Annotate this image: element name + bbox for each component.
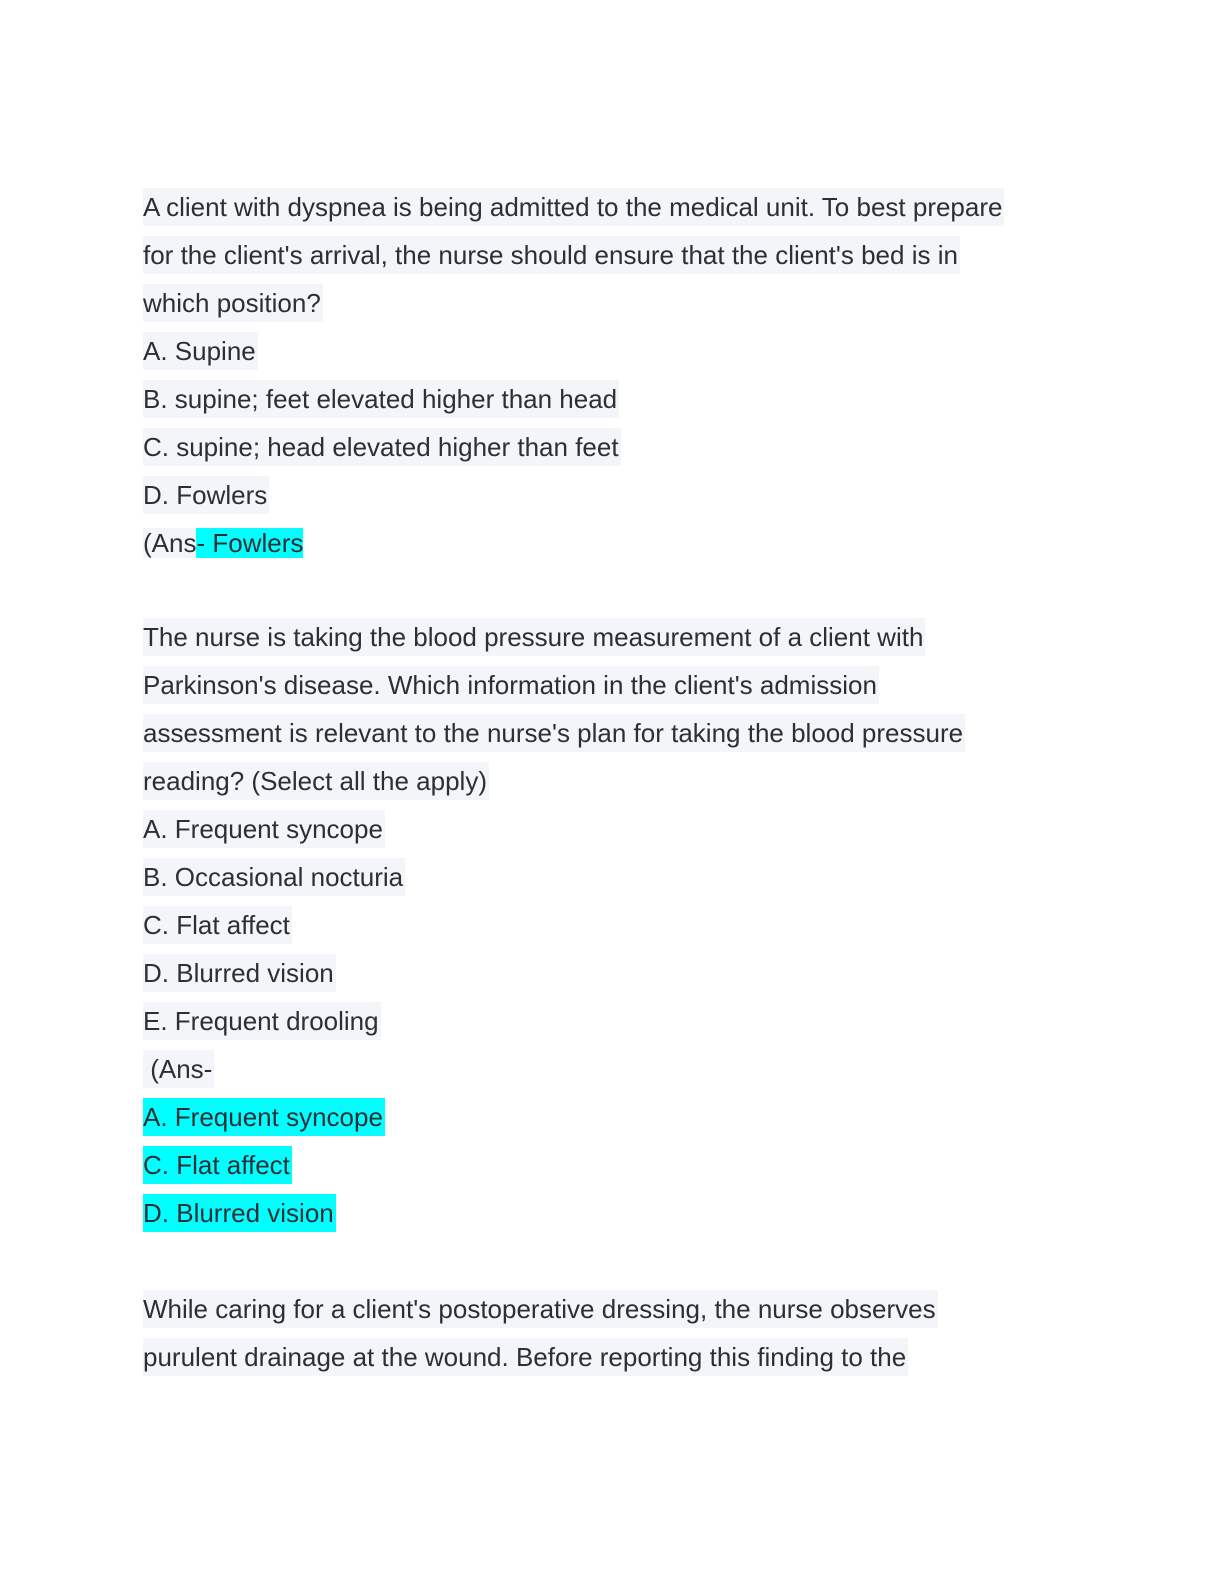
question-stem-line: assessment is relevant to the nurse's plan for taking the blood pressure xyxy=(143,714,1083,762)
highlighted-answer: D. Blurred vision xyxy=(143,1194,1083,1242)
question-stem-line: A client with dyspnea is being admitted to the medical unit. To best prepare xyxy=(143,188,1083,236)
answer-option: D. Blurred vision xyxy=(143,954,1083,1002)
answer-key: (Ans- xyxy=(143,1050,1083,1098)
answer-option: A. Frequent syncope xyxy=(143,810,1083,858)
question-stem-line: for the client's arrival, the nurse should ensure that the client's bed is in xyxy=(143,236,1083,284)
highlighted-answer: C. Flat affect xyxy=(143,1146,1083,1194)
question-stem-line: which position? xyxy=(143,284,1083,332)
answer-option: A. Supine xyxy=(143,332,1083,380)
answer-option: B. Occasional nocturia xyxy=(143,858,1083,906)
question-stem-line: While caring for a client's postoperative dressing, the nurse observes xyxy=(143,1290,1083,1338)
question-1 xyxy=(143,188,1083,572)
spacer xyxy=(143,1242,1083,1290)
question-stem-line: reading? (Select all the apply) xyxy=(143,762,1083,810)
question-stem-line: purulent drainage at the wound. Before reporting this finding to the xyxy=(143,1338,1083,1386)
highlighted-answer: A. Frequent syncope xyxy=(143,1098,1083,1146)
document-page xyxy=(143,188,1083,1386)
answer-option: C. supine; head elevated higher than feet xyxy=(143,428,1083,476)
answer-option: C. Flat affect xyxy=(143,906,1083,954)
spacer xyxy=(143,572,1083,618)
question-3 xyxy=(143,1290,1083,1386)
answer-option: D. Fowlers xyxy=(143,476,1083,524)
answer-option: B. supine; feet elevated higher than head xyxy=(143,380,1083,428)
answer-key xyxy=(143,524,1083,572)
answer-option: E. Frequent drooling xyxy=(143,1002,1083,1050)
answer-prefix: (Ans xyxy=(143,528,197,558)
highlighted-answer: - Fowlers xyxy=(196,528,304,558)
question-stem-line: The nurse is taking the blood pressure measurement of a client with xyxy=(143,618,1083,666)
question-stem-line: Parkinson's disease. Which information in the client's admission xyxy=(143,666,1083,714)
question-2 xyxy=(143,618,1083,1242)
